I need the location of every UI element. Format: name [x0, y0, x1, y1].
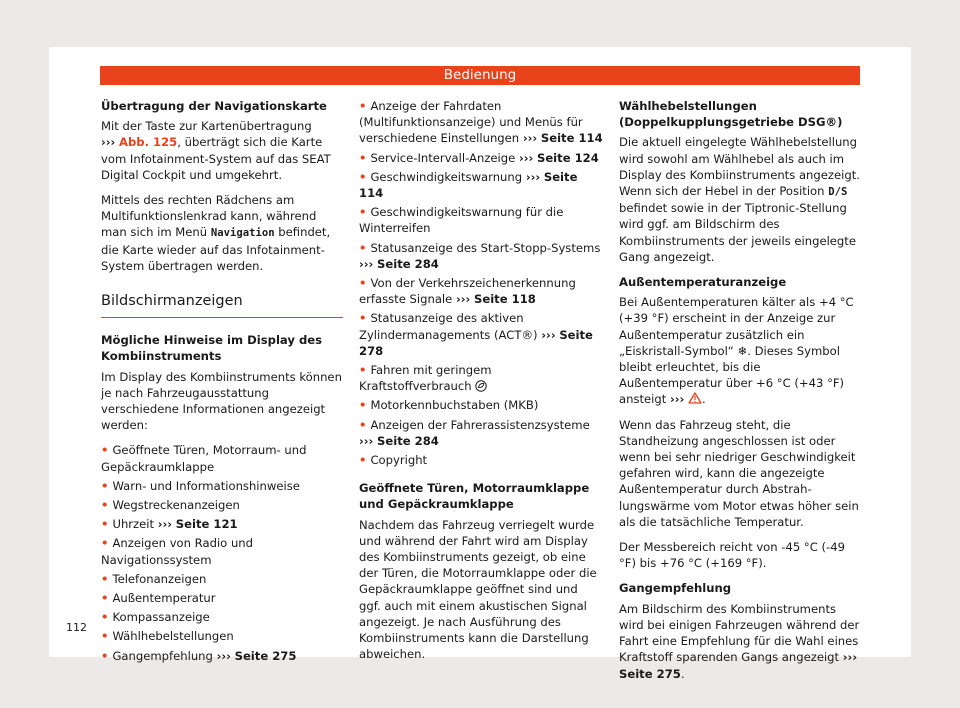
list-item	[101, 628, 343, 644]
list-item-text: Anzeigen der Fahrerassistenzsysteme	[370, 417, 590, 432]
bullet-icon: •	[359, 276, 371, 291]
bullet-icon: •	[101, 517, 113, 532]
paragraph-doors-open: Nachdem das Fahrzeug verriegelt wurde und während der Fahrt wird am Display des Kombiinstruments gezeigt, ob eine der Türen, die Motorraumklappe oder die Gepäckraumklappe geöffnet sind und ggf. auch mit einem akustischen Signal angezeigt. Je nach Ausführung des Kombiinstruments kann die Darstellung abweichen.	[359, 517, 597, 662]
list-item	[359, 204, 603, 236]
list-item	[101, 609, 343, 625]
list-item-text: Fahren mit geringem Kraftstoffverbrauch	[359, 363, 492, 394]
ref-arrow: ›››	[101, 135, 116, 150]
paragraph-engine-heat: Wenn das Fahrzeug steht, die Standheizung angeschlossen ist oder wenn bei sehr niedriger Geschwindigkeit gefahren wird, kann die angezeigte Außentemperatur durch Abstrahlungswärme vom Motor etwas höher sein als die tatsächliche Temperatur.	[619, 417, 859, 529]
paragraph-outside-temp: Bei Außentemperaturen kälter als +4 °C (+39 °F) erscheint in der Anzeige zur Außentemperatur zusätzlich ein „Eiskristall-Symbol“ ❄. Dieses Symbol bleibt erleuchtet, bis die Außentemperatur über +6 °C (+43 °F) ansteigt ››› .	[619, 295, 854, 407]
heading-gear-selector: Wählhebelstellungen (Doppelkupplungsgetriebe DSG®)	[619, 99, 843, 130]
list-item	[359, 417, 603, 449]
list-item-text: Außentemperatur	[112, 591, 216, 606]
list-item-text: Kompassanzeige	[112, 610, 210, 625]
ref-arrow: ›››	[518, 150, 534, 165]
list-item-text: Statusanzeige des aktiven Zylindermanagements (ACT®)	[359, 311, 538, 342]
list-item-text: Anzeige der Fahrdaten (Multifunktionsanzeige) und Menüs für verschiedene Einstellungen	[359, 99, 583, 146]
list-item-text: Motorkennbuchstaben (MKB)	[370, 398, 539, 413]
bullet-icon: •	[359, 240, 371, 255]
bullet-icon: •	[359, 205, 371, 220]
list-item	[101, 648, 343, 664]
column-middle	[359, 98, 603, 672]
list-item	[359, 169, 603, 201]
ref-arrow: ›››	[216, 648, 231, 663]
paragraph-display-intro: Im Display des Kombiinstruments können je nach Fahrzeugausstattung verschiedene Informationen angezeigt werden:	[101, 369, 342, 433]
list-item-text: Telefonanzeigen	[112, 571, 207, 586]
bullet-icon: •	[101, 648, 113, 663]
ref-arrow: ›››	[541, 327, 556, 342]
link-seite-275[interactable]: Seite 275	[619, 666, 681, 681]
list-item-text: Copyright	[370, 453, 428, 468]
list-item-text: Warn- und Informationshinweise	[112, 478, 300, 493]
bullet-icon: •	[101, 571, 113, 586]
paragraph-map-transfer: Mit der Taste zur Kartenübertragung ››› Abb. 125, überträgt sich die Karte vom Infotainment-System auf das SEAT Digital Cockpit und umgekehrt.	[101, 119, 331, 182]
column-right	[619, 98, 861, 691]
list-item	[359, 240, 603, 272]
list-item-text: Geöffnete Türen, Motorraum- und Gepäckraumklappe	[101, 443, 307, 474]
eco-icon	[475, 380, 487, 392]
bullet-icon: •	[359, 417, 371, 432]
page-reference-link[interactable]: Seite 118	[474, 292, 536, 307]
bullet-icon: •	[101, 478, 113, 493]
list-display-hints	[101, 442, 343, 663]
ref-arrow: ›››	[522, 131, 538, 146]
page-number: 112	[66, 621, 87, 634]
list-item	[359, 275, 603, 307]
list-item	[359, 310, 603, 359]
list-item	[101, 478, 343, 494]
heading-gear-recommendation: Gangempfehlung	[619, 581, 732, 596]
list-item	[359, 362, 603, 394]
page-reference-link[interactable]: Seite 114	[359, 169, 578, 201]
paragraph-gear-selector: Die aktuell eingelegte Wählhebelstellung wird sowohl am Wählhebel als auch im Display des Kombiinstruments angezeigt. Wenn sich der Hebel in der Position D/S befindet sowie in der Tiptronic-Stellung wird ggf. am Bildschirm des Kombiinstruments der jeweils eingelegte Gang angezeigt.	[619, 135, 860, 264]
bullet-icon: •	[359, 453, 371, 468]
paragraph-measuring-range: Der Messbereich reicht von -45 °C (-49 °F) bis +76 °C (+169 °F).	[619, 540, 845, 571]
heading-doors-open: Geöffnete Türen, Motorraumklappe und Gepäckraumklappe	[359, 481, 590, 512]
bullet-icon: •	[359, 398, 371, 413]
bullet-icon: •	[359, 169, 371, 184]
list-item	[359, 98, 603, 147]
position-ds: D/S	[828, 186, 848, 199]
bullet-icon: •	[359, 311, 371, 326]
heading-outside-temp: Außentemperaturanzeige	[619, 275, 787, 290]
page-reference-link[interactable]: Seite 275	[234, 648, 297, 663]
list-item-text: Service-Intervall-Anzeige	[370, 150, 516, 165]
bullet-icon: •	[101, 629, 113, 644]
list-item	[101, 571, 343, 587]
ref-arrow: ›››	[359, 433, 374, 448]
heading-navigation-map: Übertragung der Navigationskarte	[101, 99, 327, 113]
list-item-text: Von der Verkehrszeichenerkennung erfasste Signale	[359, 276, 576, 307]
bullet-icon: •	[101, 498, 113, 513]
bullet-icon: •	[359, 99, 371, 113]
link-abb-125[interactable]: Abb. 125	[119, 135, 178, 150]
list-item	[101, 590, 343, 606]
list-item-text: Wählhebelstellungen	[112, 629, 234, 644]
page-reference-link[interactable]: Seite 114	[540, 131, 603, 146]
column-left	[101, 98, 343, 673]
ref-arrow: ›››	[455, 292, 471, 307]
list-item	[359, 452, 603, 468]
page-reference-link[interactable]: Seite 121	[175, 517, 238, 532]
ref-arrow: ›››	[670, 392, 685, 407]
list-item	[101, 497, 343, 513]
page-reference-link[interactable]: Seite 278	[359, 327, 593, 358]
bullet-icon: •	[101, 536, 113, 551]
bullet-icon: •	[101, 591, 113, 606]
list-item-text: Uhrzeit	[112, 517, 155, 532]
bullet-icon: •	[359, 150, 371, 165]
warning-triangle-icon	[688, 392, 702, 404]
page-header: Bedienung	[100, 66, 860, 85]
page-reference-link[interactable]: Seite 284	[377, 256, 439, 271]
ref-arrow: ›››	[359, 256, 374, 271]
list-item	[359, 150, 603, 166]
ref-arrow: ›››	[842, 650, 858, 665]
list-item	[359, 397, 603, 413]
list-display-hints-cont	[359, 98, 603, 468]
page-reference-link[interactable]: Seite 284	[377, 433, 439, 448]
list-item-text: Statusanzeige des Start-Stopp-Systems	[370, 240, 601, 255]
list-item-text: Anzeigen von Radio und Navigationssystem	[101, 536, 254, 567]
paragraph-gear-recommendation: Am Bildschirm des Kombiinstruments wird bei einigen Fahrzeugen während der Fahrt eine Empfehlung für die Wahl eines Kraftstoff sparenden Gangs angezeigt ››› Seite 275.	[619, 601, 860, 681]
list-item	[101, 516, 343, 532]
ref-arrow: ›››	[525, 169, 541, 184]
section-title: Bildschirmanzeigen	[101, 293, 343, 318]
list-item-text: Geschwindigkeitswarnung	[370, 169, 523, 184]
ref-arrow: ›››	[157, 517, 173, 532]
list-item	[101, 442, 343, 474]
bullet-icon: •	[101, 443, 113, 458]
list-item-text: Gangempfehlung	[112, 648, 213, 663]
bullet-icon: •	[101, 610, 113, 625]
paragraph-steering-wheel: Mittels des rechten Rädchens am Multifunktionslenkrad kann, während man sich im Menü Navigation befindet, die Karte wieder auf das Infotainment-System übertragen werden.	[101, 193, 331, 273]
list-item-text: Geschwindigkeitswarnung für die Winterreifen	[359, 205, 564, 236]
page-reference-link[interactable]: Seite 124	[536, 150, 599, 165]
bullet-icon: •	[359, 363, 371, 378]
heading-display-hints: Mögliche Hinweise im Display des Kombiinstruments	[101, 333, 323, 364]
snowflake-icon: ❄	[737, 343, 748, 358]
list-item-text: Wegstreckenanzeigen	[112, 498, 240, 513]
list-item	[101, 535, 343, 567]
menu-name: Navigation	[210, 227, 275, 240]
